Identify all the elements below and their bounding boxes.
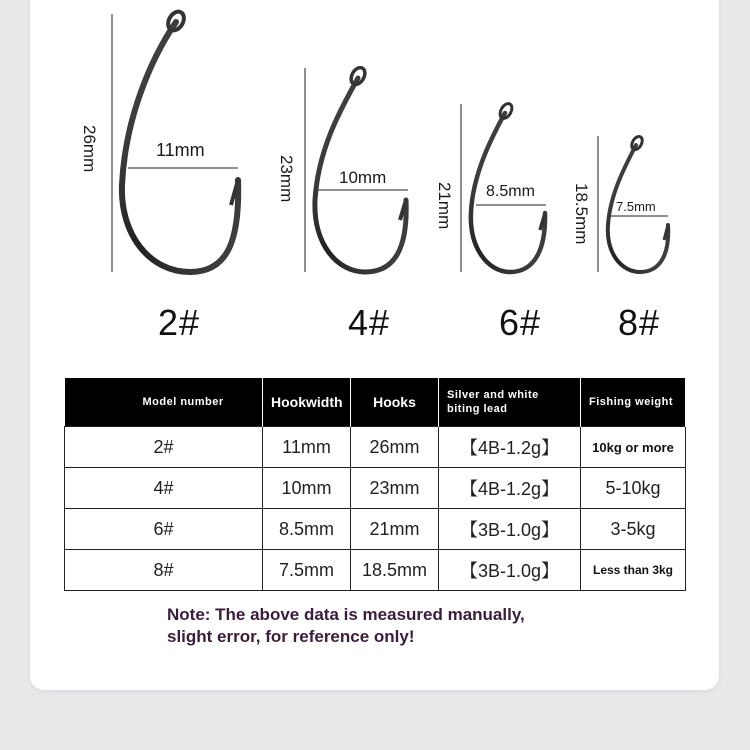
cell-lead: 【4B-1.2g】 [439, 427, 581, 468]
table-row [65, 468, 686, 509]
header-hookwidth: Hookwidth [263, 378, 351, 427]
cell-weight: 3-5kg [581, 509, 686, 550]
hook-2-size-label: 2# [158, 302, 201, 343]
cell-hooks: 18.5mm [351, 550, 439, 591]
table-row [65, 550, 686, 591]
hook-4-length: 23mm [277, 155, 296, 203]
hook-illustrations [0, 0, 750, 360]
header-fishing-weight: Fishing weight [581, 378, 686, 427]
table-row [65, 509, 686, 550]
note-line-1: Note: The above data is measured manually, [167, 605, 525, 624]
hook-2-width: 11mm [156, 140, 205, 160]
cell-weight: 10kg or more [581, 427, 686, 468]
cell-hookwidth: 11mm [263, 427, 351, 468]
cell-hookwidth: 10mm [263, 468, 351, 509]
hook-6-length: 21mm [435, 182, 454, 230]
table-row [65, 427, 686, 468]
cell-model: 6# [65, 509, 263, 550]
cell-hookwidth: 8.5mm [263, 509, 351, 550]
cell-model: 4# [65, 468, 263, 509]
cell-model: 8# [65, 550, 263, 591]
hook-4-width: 10mm [339, 168, 387, 187]
hook-6-size-label: 6# [499, 302, 542, 343]
cell-weight: 5-10kg [581, 468, 686, 509]
hook-4-size-label: 4# [348, 302, 391, 343]
cell-hooks: 21mm [351, 509, 439, 550]
spec-table [64, 378, 686, 591]
hook-6-width: 8.5mm [486, 183, 535, 200]
header-model-number: Model number [65, 378, 263, 427]
cell-weight: Less than 3kg [581, 550, 686, 591]
cell-lead: 【3B-1.0g】 [439, 550, 581, 591]
cell-hookwidth: 7.5mm [263, 550, 351, 591]
hook-8-width: 7.5mm [616, 199, 656, 214]
note-line-2: slight error, for reference only! [167, 627, 415, 646]
table-header-row [65, 378, 686, 427]
cell-hooks: 23mm [351, 468, 439, 509]
cell-lead: 【4B-1.2g】 [439, 468, 581, 509]
header-hooks: Hooks [351, 378, 439, 427]
hook-8-size-label: 8# [618, 302, 661, 343]
hook-2-length: 26mm [80, 125, 99, 173]
cell-lead: 【3B-1.0g】 [439, 509, 581, 550]
header-biting-lead: Silver and white biting lead [439, 378, 581, 427]
cell-model: 2# [65, 427, 263, 468]
cell-hooks: 26mm [351, 427, 439, 468]
disclaimer-note [167, 604, 587, 648]
hook-8-length: 18.5mm [572, 183, 591, 245]
